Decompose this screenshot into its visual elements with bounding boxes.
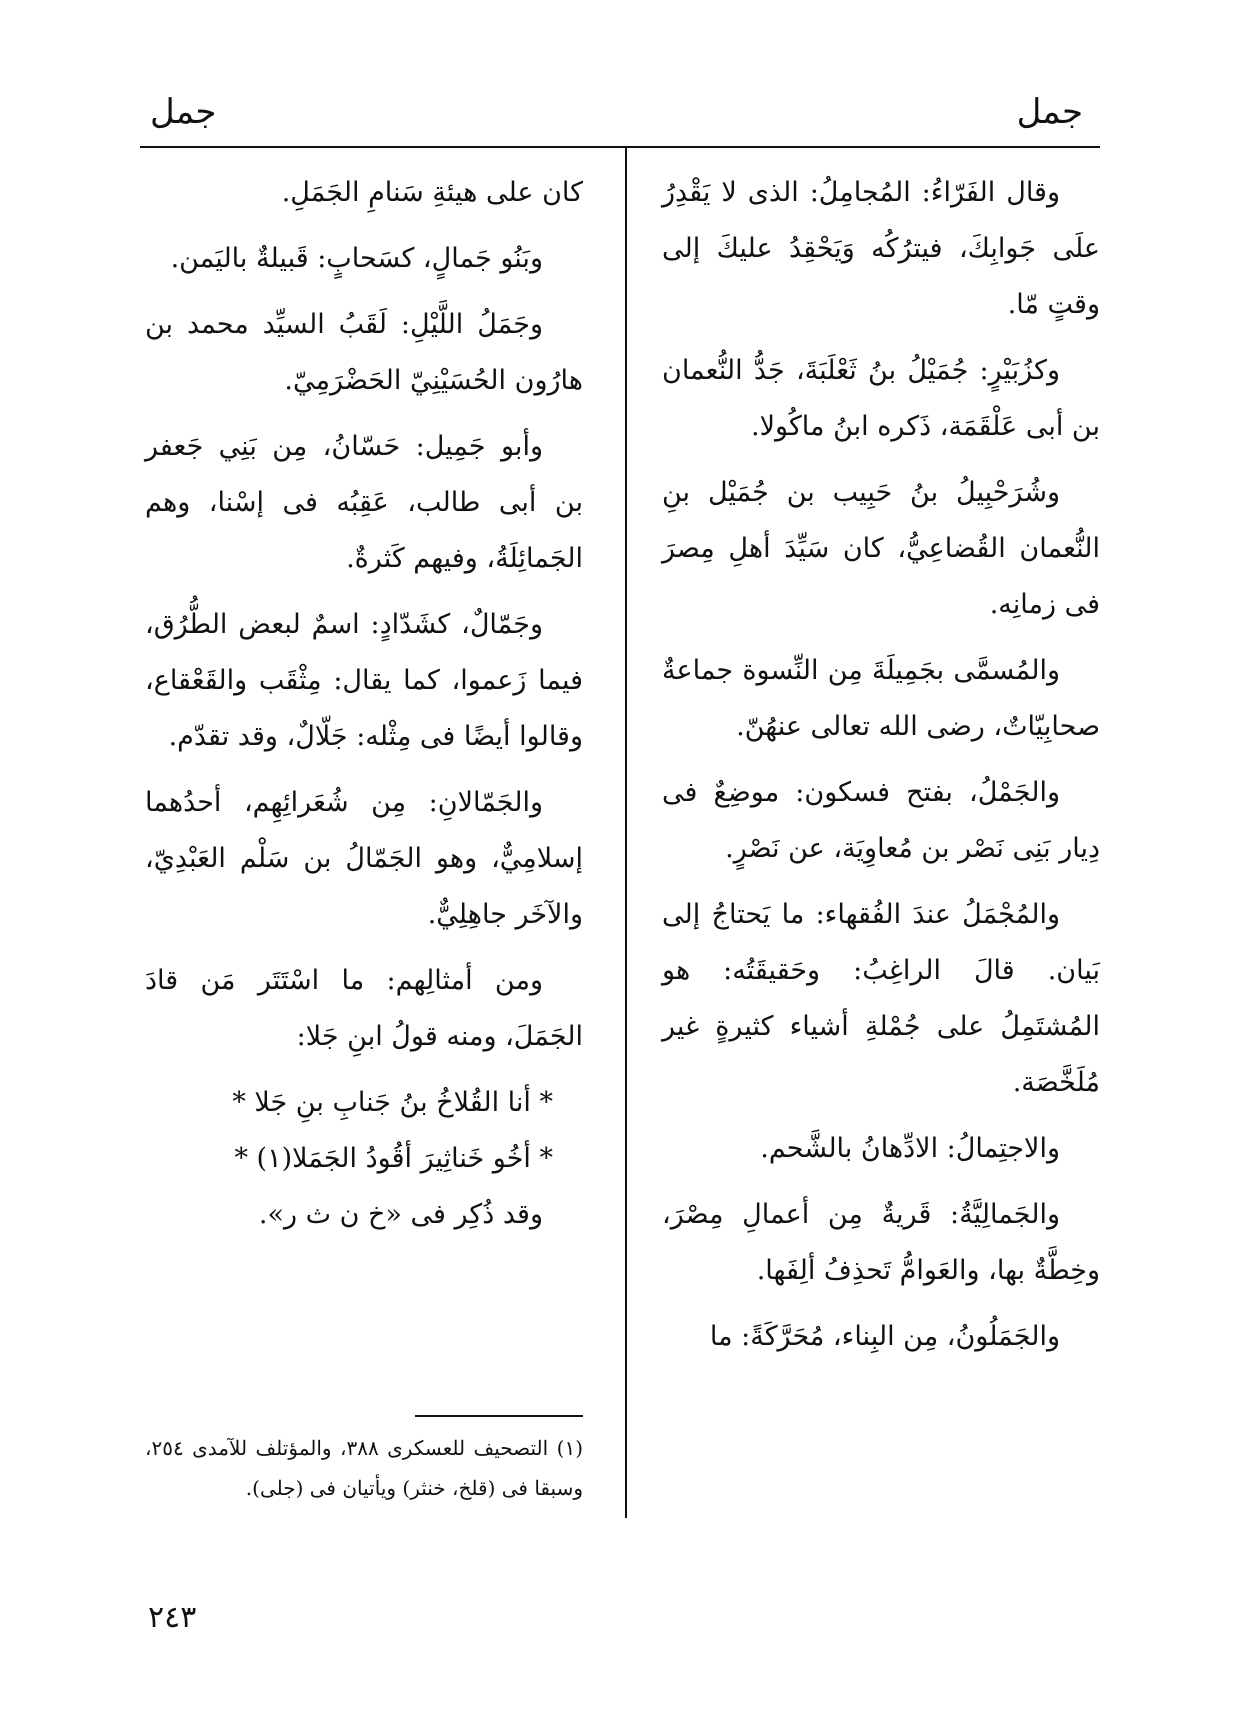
entry-mujamil: وقال الفَرّاءُ: المُجامِلُ: الذى لا يَقْدِرُ علَى جَوابِكَ، فيترُكُه وَيَحْقِدُ عليكَ إلى وقتٍ مّا. [662, 177, 1100, 320]
entry-banu-jamal: وبَنُو جَمالٍ، كسَحابٍ: قَبيلةٌ باليَمن. [170, 243, 543, 274]
entry-ijtimal: والاجتِمالُ: الادِّهانُ بالشَّحم. [760, 1133, 1060, 1164]
entry-jamaliyya: والجَمالِيَّةُ: قَريةٌ مِن أعمالِ مِصْرَ، وخِطَّةٌ بها، والعَوامُّ تَحذِفُ ألِفَها. [662, 1199, 1100, 1286]
footnote-1: (١) التصحيف للعسكرى ٣٨٨، والمؤتلف للآمدى ٢٥٤، وسبقا فى (قلخ، خنثر) ويأتيان فى (جلى). [145, 1436, 583, 1500]
header-right-word: جمل [1016, 92, 1083, 132]
footnotes [145, 1428, 583, 1508]
entry-mujmal: والمُجْمَلُ عندَ الفُقهاء: ما يَحتاجُ إلى بَيان. قالَ الراغِبُ: وحَقيقَتُه: هو المُشتَمِلُ على جُمْلةِ أشياء كثيرةٍ غير مُلَخَّصَة. [662, 899, 1100, 1098]
entry-jaml: والجَمْلُ، بفتح فسكون: موضِعٌ فى دِيار بَنِى نَصْر بن مُعاوِيَة، عن نَصْرٍ. [662, 777, 1100, 864]
header-rule [140, 146, 1100, 148]
entry-shurahbil: وشُرَحْبِيلُ بنُ حَبِيب بن جُمَيْل بنِ النُّعمان القُضاعِيُّ، كان سَيِّدَ أهلِ مِصرَ فى زمانِه. [662, 477, 1100, 620]
entry-jumayl: وكزُبَيْرٍ: جُمَيْلُ بنُ ثَعْلَبَةَ، جَدُّ النُّعمان بن أبى عَلْقَمَة، ذَكره ابنُ ماكُولا. [662, 355, 1100, 442]
entry-proverb: ومن أمثالِهم: ما اسْتَتَر مَن قادَ الجَمَلَ، ومنه قولُ ابنِ جَلا: [145, 965, 583, 1052]
entry-abu-jamil: وأبو جَمِيل: حَسّانُ، مِن بَنِي جَعفر بن أبى طالب، عَقِبُه فى إسْنا، وهم الجَمائِلَةُ، وفيهم كَثرةٌ. [145, 431, 583, 574]
entry-jamal-al-layl: وجَمَلُ اللَّيْلِ: لَقَبُ السيِّد محمد بن هارُون الحُسَيْنِيّ الحَضْرَمِيّ. [145, 309, 583, 396]
entry-jamalun: والجَمَلُونُ، مِن البِناء، مُحَرَّكَةً: ما [709, 1321, 1060, 1352]
page-number: ٢٤٣ [148, 1600, 197, 1635]
entry-jamila: والمُسمَّى بجَمِيلَةَ مِن النِّسوة جماعةٌ صحابِيّاتٌ، رضى الله تعالى عنهُنّ. [662, 655, 1100, 742]
cross-reference: وقد ذُكِر فى «خ ن ث ر». [258, 1199, 543, 1230]
footnote-rule [415, 1415, 583, 1417]
verse-line-1: * أنا القُلاخُ بنُ جَنابِ بنِ جَلا * [232, 1087, 553, 1118]
right-column [662, 165, 1100, 1375]
verse-line-2: * أخُو خَناثِيرَ أقُودُ الجَمَلا(١) * [234, 1143, 553, 1174]
entry-jammalan: والجَمّالانِ: مِن شُعَرائِهِم، أحدُهما إسلامِيٌّ، وهو الجَمّالُ بن سَلْم العَبْدِيّ، والآخَر جاهِلِيٌّ. [145, 787, 583, 930]
left-column [145, 165, 583, 1253]
header-left-word: جمل [150, 92, 217, 132]
entry-jamalun-continued: كان على هيئةِ سَنامِ الجَمَلِ. [281, 177, 583, 208]
column-divider [625, 148, 627, 1518]
entry-jammal: وجَمّالٌ، كشَدّادٍ: اسمٌ لبعض الطُّرُق، فيما زَعموا، كما يقال: مِثْقَب والقَعْقاع، وقالوا أيضًا فى مِثْله: جَلّالٌ، وقد تقدّم. [145, 609, 583, 752]
